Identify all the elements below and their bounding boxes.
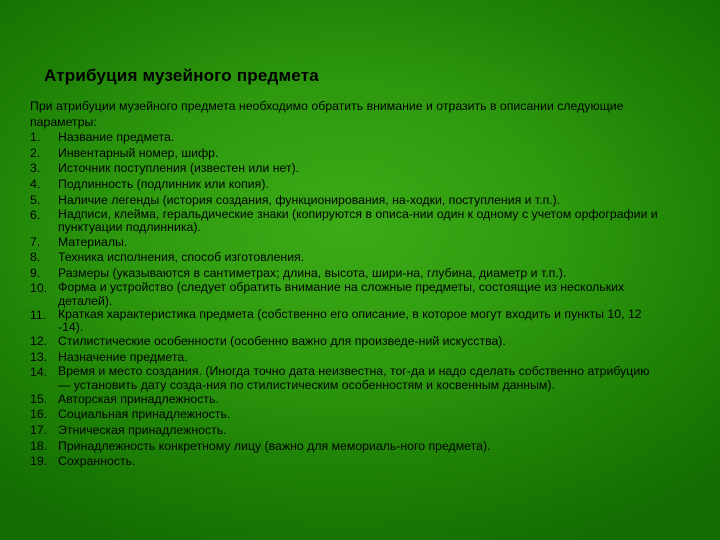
list-item-text: Название предмета. <box>58 130 175 145</box>
list-item-text: Назначение предмета. <box>58 349 188 364</box>
list-item <box>30 454 665 470</box>
list-item <box>30 250 665 266</box>
list-item-text: Этническая принадлежность. <box>58 422 227 437</box>
list-item-number: 19. <box>30 454 48 469</box>
intro-paragraph: При атрибуции музейного предмета необходимо обратить внимание и отразить в описании следующие параметры: <box>30 99 624 129</box>
list-item-text: Подлинность (подлинник или копия). <box>58 176 269 191</box>
list-item-number: 10. <box>30 281 48 296</box>
list-item-text: Надписи, клейма, геральдические знаки (копируются в описа-нии один к одному с учетом орфографии и пунктуации подлинника). <box>58 207 658 235</box>
list-item <box>30 392 665 408</box>
list-item <box>30 423 665 439</box>
slide-title: Атрибуция музейного предмета <box>44 66 319 85</box>
list-item-text: Наличие легенды (история создания, функционирования, на-ходки, поступления и т.п.). <box>58 192 561 207</box>
list-item-number: 14. <box>30 365 48 380</box>
list-item-number: 13. <box>30 349 48 364</box>
list-item-number: 1. <box>30 130 41 145</box>
list-item-text: Авторская принадлежность. <box>58 391 219 406</box>
list-item-text: Стилистические особенности (особенно важно для произведе-ний искусства). <box>58 334 506 349</box>
list-item-number: 11. <box>30 307 47 322</box>
list-item-text: Источник поступления (известен или нет). <box>58 161 300 176</box>
list-item-number: 2. <box>30 145 41 160</box>
list-item <box>30 193 665 209</box>
list-item-text: Форма и устройство (следует обратить внимание на сложные предметы, состоящие из нескольких деталей). <box>58 280 625 308</box>
list-item <box>30 281 665 307</box>
list-item-text: Время и место создания. (Иногда точно дата неизвестна, тог-да и надо сделать собственно атрибуцию — установить дату созда-ния по стилистическим особенностям и косвенным данным). <box>58 364 650 392</box>
list-item <box>30 146 665 162</box>
list-item <box>30 407 665 423</box>
list-item-text: Размеры (указываются в сантиметрах; длина, высота, шири-на, глубина, диаметр и т.п.). <box>58 265 567 280</box>
slide-body <box>30 99 665 470</box>
list-item-text: Инвентарный номер, шифр. <box>58 145 219 160</box>
list-item-number: 6. <box>30 208 41 223</box>
list-item <box>30 365 665 391</box>
list-item-number: 7. <box>30 234 41 249</box>
list-item-text: Социальная принадлежность. <box>58 407 231 422</box>
list-item <box>30 308 665 334</box>
list-item-number: 8. <box>30 250 41 265</box>
list-item-text: Краткая характеристика предмета (собственно его описание, в которое могут входить и пункты 10, 12 -14). <box>58 306 642 334</box>
list-item <box>30 235 665 251</box>
list-item <box>30 177 665 193</box>
list-item-number: 17. <box>30 422 48 437</box>
list-item <box>30 350 665 366</box>
list-item <box>30 130 665 146</box>
list-item-number: 15. <box>30 391 48 406</box>
list-item-text: Сохранность. <box>58 454 136 469</box>
list-item-number: 16. <box>30 407 48 422</box>
list-item-text: Принадлежность конкретному лицу (важно для мемориаль-ного предмета). <box>58 438 491 453</box>
list-item <box>30 334 665 350</box>
list-item <box>30 208 665 234</box>
list-item <box>30 439 665 455</box>
list-item-number: 5. <box>30 192 41 207</box>
list-item-text: Техника исполнения, способ изготовления. <box>58 250 305 265</box>
list-item-number: 12. <box>30 334 48 349</box>
list-item <box>30 161 665 177</box>
list-item-number: 3. <box>30 161 41 176</box>
list-item-number: 9. <box>30 265 41 280</box>
list-item <box>30 266 665 282</box>
list-item-text: Материалы. <box>58 234 128 249</box>
list-item-number: 4. <box>30 176 41 191</box>
list-item-number: 18. <box>30 438 48 453</box>
parameters-list <box>30 130 665 470</box>
